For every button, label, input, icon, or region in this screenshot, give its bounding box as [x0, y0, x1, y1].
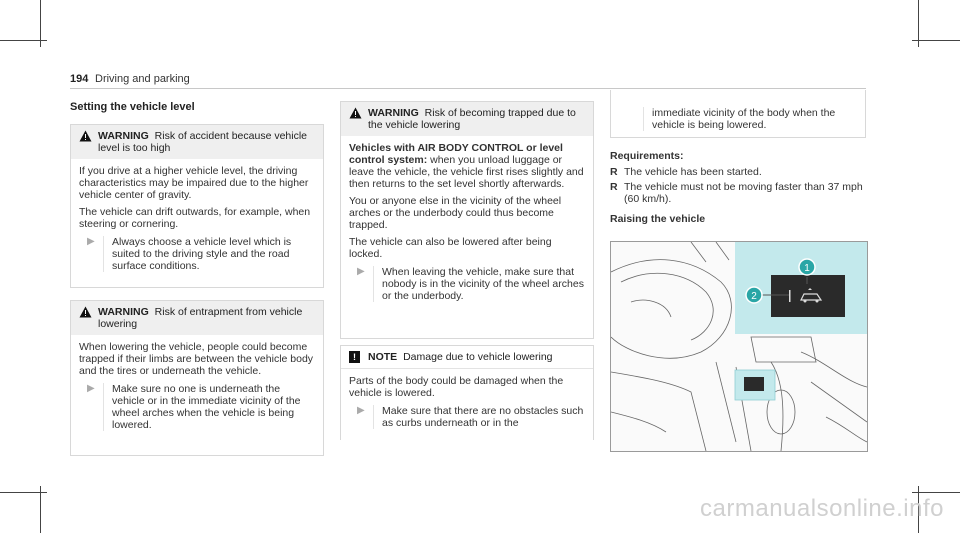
section-title: Setting the vehicle level	[70, 101, 195, 113]
arrow-icon: ▶	[87, 236, 95, 247]
paragraph	[349, 142, 585, 190]
warning-box-vehicle-level	[70, 124, 324, 288]
paragraph-text: when you unload luggage or leave the vehicle, the vehicle first rises slightly and then returns to the set level shortly afterwards.	[349, 154, 584, 190]
paragraph: The vehicle can also be lowered after being locked.	[349, 236, 552, 260]
warning-box-entrapment	[70, 300, 324, 456]
warning-body	[71, 335, 323, 441]
instruction-text: Make sure that there are no obstacles such as curbs underneath or in the	[373, 405, 585, 429]
warning-label: WARNING	[98, 130, 149, 142]
arrow-icon: ▶	[357, 266, 365, 277]
switch-location-marker	[744, 377, 764, 391]
note-box-continued	[610, 90, 866, 138]
warning-heading: Risk of accident because vehicle level is too high	[98, 130, 308, 154]
note-icon: !	[349, 351, 360, 363]
warning-body	[341, 136, 593, 312]
warning-heading: Risk of becoming trapped due to the vehicle lowering	[368, 107, 576, 131]
header-rule	[70, 88, 866, 89]
requirements-title: Requirements:	[610, 150, 684, 162]
watermark: carmanualsonline.info	[700, 495, 944, 522]
crop-mark	[912, 492, 960, 493]
warning-triangle-icon	[79, 306, 92, 321]
instruction-item	[349, 405, 585, 429]
instruction-item	[619, 107, 857, 131]
list-item: R The vehicle has been started.	[610, 166, 762, 178]
instruction-text: Always choose a vehicle level which is suited to the driving style and the road surface conditions.	[103, 236, 315, 272]
note-box	[340, 345, 594, 440]
paragraph: The vehicle can drift outwards, for example, when steering or cornering.	[79, 206, 311, 230]
callout-2-label: 2	[751, 291, 757, 302]
instruction-item	[349, 266, 585, 302]
warning-body	[71, 159, 323, 282]
instruction-text: Make sure no one is underneath the vehicle or in the immediate vicinity of the wheel arches when the vehicle is being lowered.	[103, 383, 315, 431]
crop-mark	[40, 486, 41, 533]
paragraph: When lowering the vehicle, people could become trapped if their limbs are between the vehicle body and the tires or underneath the vehicle.	[79, 341, 314, 377]
warning-header	[71, 301, 323, 335]
instruction-text: When leaving the vehicle, make sure that nobody is in the vicinity of the wheel arches or the underbody.	[373, 266, 585, 302]
paragraph: Parts of the body could be damaged when the vehicle is lowered.	[349, 375, 564, 399]
list-item: R The vehicle must not be moving faster than 37 mph (60 km/h).	[610, 181, 866, 205]
note-label: NOTE	[368, 351, 398, 363]
warning-header	[71, 125, 323, 159]
callout-1	[799, 259, 815, 275]
illustration-drawing	[611, 242, 867, 451]
running-header: Driving and parking	[95, 73, 190, 85]
note-header	[341, 346, 593, 369]
warning-label: WARNING	[368, 107, 419, 119]
warning-triangle-icon	[349, 107, 362, 122]
paragraph: If you drive at a higher vehicle level, the driving characteristics may be impaired due to the higher vehicle center of gravity.	[79, 165, 309, 201]
page-number: 194	[70, 73, 89, 85]
warning-label: WARNING	[98, 306, 149, 318]
callout-1-label: 1	[804, 263, 810, 274]
arrow-icon: ▶	[87, 383, 95, 394]
list-item-text: The vehicle must not be moving faster than 37 mph (60 km/h).	[624, 181, 863, 205]
vehicle-interior-illustration	[610, 241, 868, 452]
requirements-section	[610, 150, 866, 225]
bold-lead: Vehicles with AIR BODY CONTROL or level control system:	[349, 142, 563, 166]
note-body	[341, 369, 593, 439]
instruction-item	[79, 236, 315, 272]
crop-mark	[912, 40, 960, 41]
callout-2	[746, 287, 762, 303]
switch-panel	[771, 275, 845, 317]
warning-header	[341, 102, 593, 136]
warning-heading: Risk of entrapment from vehicle lowering	[98, 306, 303, 330]
instruction-text: immediate vicinity of the body when the vehicle is being lowered.	[643, 107, 857, 131]
warning-triangle-icon	[79, 130, 92, 145]
crop-mark	[0, 40, 47, 41]
note-heading: Damage due to vehicle lowering	[403, 351, 553, 363]
note-body	[611, 90, 865, 139]
list-item-text: The vehicle has been started.	[624, 166, 762, 178]
paragraph: You or anyone else in the vicinity of the wheel arches or the underbody could thus become trapped.	[349, 195, 562, 231]
instruction-item	[79, 383, 315, 431]
raising-title: Raising the vehicle	[610, 213, 706, 225]
crop-mark	[0, 492, 47, 493]
warning-box-trapped	[340, 101, 594, 339]
arrow-icon: ▶	[357, 405, 365, 416]
